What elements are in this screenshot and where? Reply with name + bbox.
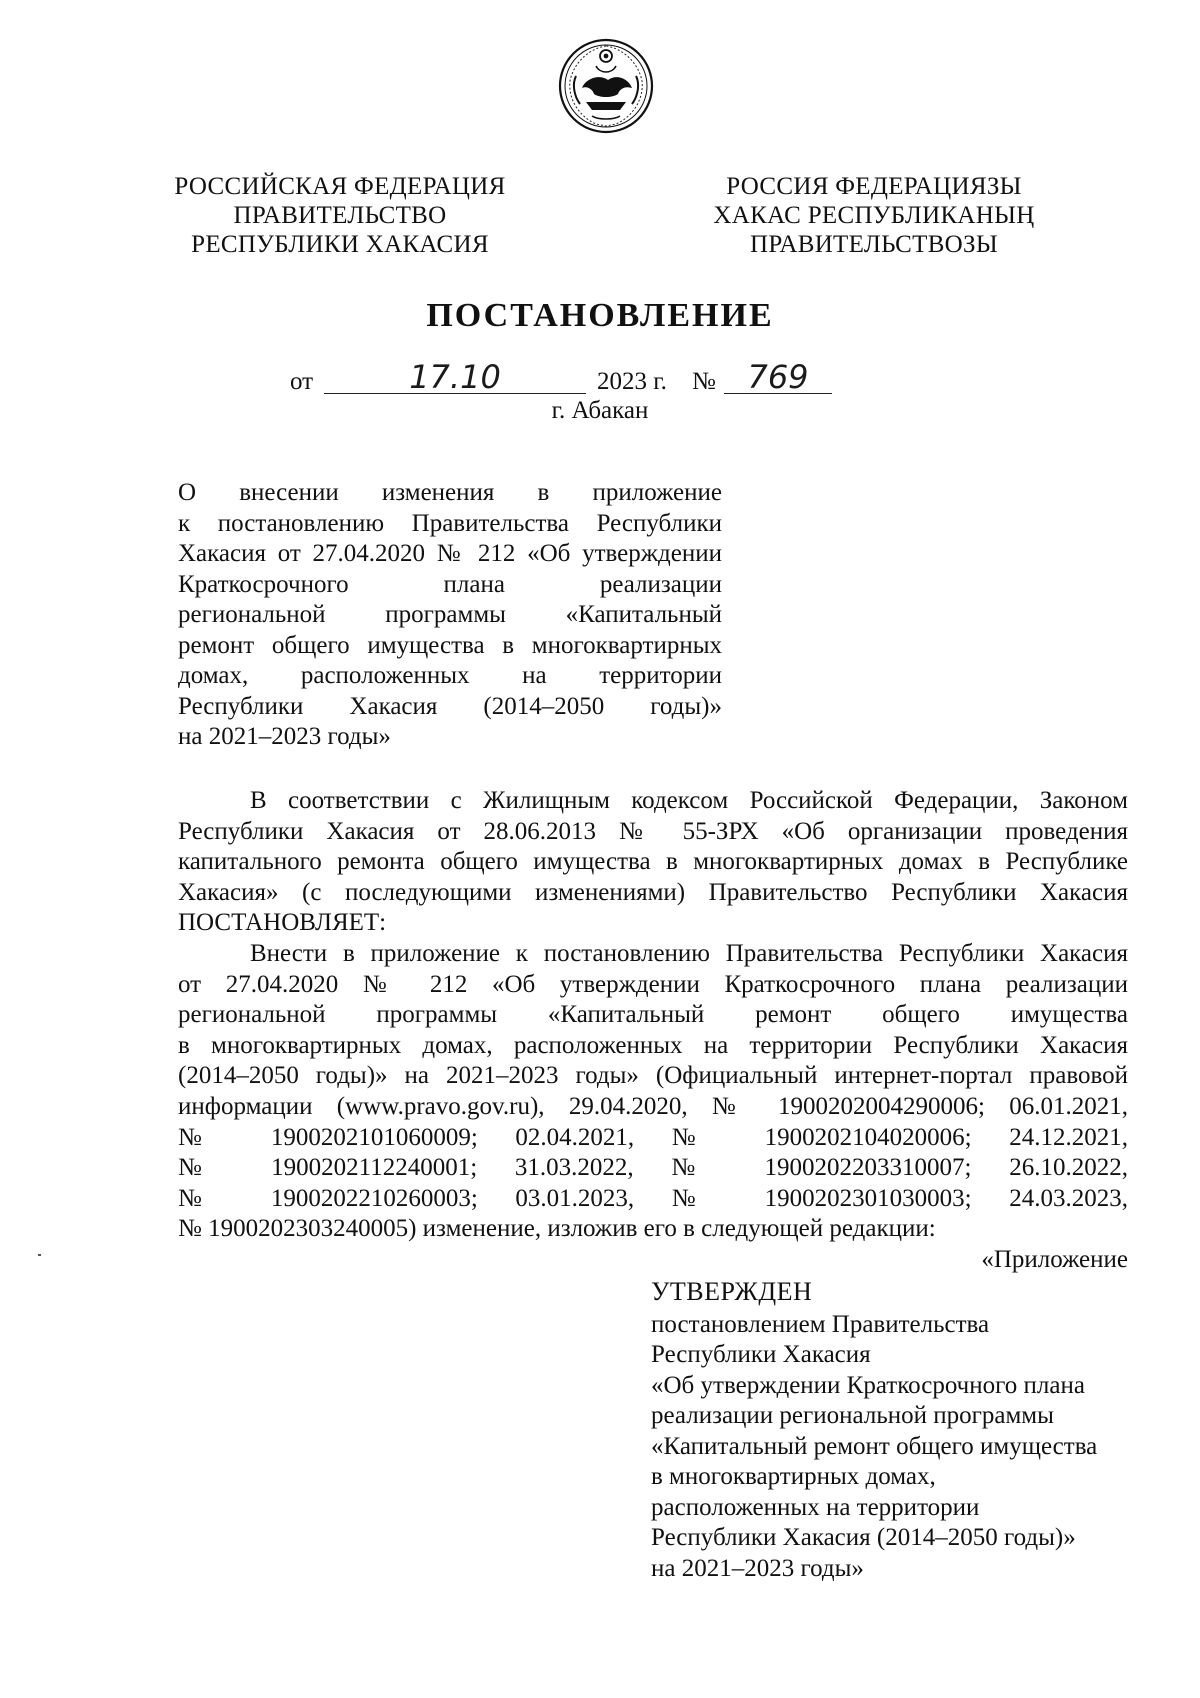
approval-line: реализации региональной программы bbox=[651, 1402, 1054, 1429]
body-line: капитального ремонта общего имущества в многоквартирных домах в Республике bbox=[178, 848, 1128, 876]
annex-label: «Приложение bbox=[981, 1246, 1128, 1273]
approval-line: в многоквартирных домах, bbox=[651, 1463, 936, 1490]
subject-line: ремонт общего имущества в многоквартирных bbox=[178, 631, 722, 659]
subject-line: к постановлению Правительства Республики bbox=[178, 509, 722, 537]
body-line: Внести в приложение к постановлению Правительства Республики Хакасия bbox=[250, 939, 1128, 967]
header-right-line-1: РОССИЯ ФЕДЕРАЦИЯЗЫ bbox=[726, 173, 1022, 200]
subject-line: Хакасия от 27.04.2020 № 212 «Об утверждении bbox=[178, 540, 722, 567]
header-left-line-1: РОССИЙСКАЯ ФЕДЕРАЦИЯ bbox=[174, 173, 506, 200]
header-right-line-2: ХАКАС РЕСПУБЛИКАНЫҢ bbox=[713, 202, 1035, 229]
subject-line: Республики Хакасия (2014–2050 годы)» bbox=[178, 692, 722, 720]
scan-speck bbox=[38, 1254, 41, 1256]
approval-line: на 2021–2023 годы» bbox=[651, 1554, 864, 1582]
subject-line: на 2021–2023 годы» bbox=[178, 723, 391, 750]
body-line: информации (www.pravo.gov.ru), 29.04.2020, № 1900202004290006; 06.01.2021, bbox=[178, 1092, 1128, 1120]
header-left-line-3: РЕСПУБЛИКИ ХАКАСИЯ bbox=[191, 231, 489, 258]
document-subject bbox=[178, 478, 722, 753]
body-line: региональной программы «Капитальный ремонт общего имущества bbox=[178, 1001, 1128, 1029]
body-line: Республики Хакасия от 28.06.2013 № 55-ЗРХ «Об организации проведения bbox=[178, 817, 1128, 845]
body-line: от 27.04.2020 № 212 «Об утверждении Краткосрочного плана реализации bbox=[178, 970, 1128, 998]
handwritten-date: 17.10 bbox=[324, 360, 586, 394]
subject-line: региональной программы «Капитальный bbox=[178, 601, 722, 628]
body-line: в многоквартирных домах, расположенных на территории Республики Хакасия bbox=[178, 1031, 1128, 1059]
body-line: Хакасия» (с последующими изменениями) Правительство Республики Хакасия bbox=[178, 878, 1128, 906]
body-line: № 1900202303240005) изменение, изложив его в следующей редакции: bbox=[178, 1215, 936, 1243]
approval-line: Республики Хакасия (2014–2050 годы)» bbox=[651, 1524, 1076, 1551]
body-line: № 1900202101060009; 02.04.2021, № 1900202104020006; 24.12.2021, bbox=[178, 1123, 1128, 1151]
date-prefix: от bbox=[290, 368, 314, 395]
subject-line: О внесении изменения в приложение bbox=[178, 479, 722, 506]
city-name: г. Абакан bbox=[551, 397, 649, 424]
header-left-block bbox=[170, 172, 510, 259]
header-right-line-3: ПРАВИТЕЛЬСТВОЗЫ bbox=[750, 231, 998, 258]
approval-line: «Об утверждении Краткосрочного плана bbox=[651, 1371, 1085, 1399]
handwritten-number: 769 bbox=[724, 360, 832, 394]
approval-line: Республики Хакасия bbox=[651, 1341, 871, 1368]
approval-line: постановлением Правительства bbox=[651, 1310, 990, 1338]
coat-of-arms-emblem bbox=[556, 36, 656, 136]
body-line: (2014–2050 годы)» на 2021–2023 годы» (Официальный интернет-портал правовой bbox=[178, 1062, 1128, 1090]
document-type-title: ПОСТАНОВЛЕНИЕ bbox=[426, 297, 774, 334]
body-line: ПОСТАНОВЛЯЕТ: bbox=[178, 909, 387, 937]
approval-block bbox=[651, 1277, 1141, 1584]
header-right-block bbox=[704, 172, 1044, 259]
body-line: В соответствии с Жилищным кодексом Российской Федерации, Законом bbox=[250, 787, 1128, 814]
approval-line: «Капитальный ремонт общего имущества bbox=[651, 1432, 1098, 1460]
approval-line: расположенных на территории bbox=[651, 1493, 980, 1521]
approval-heading: УТВЕРЖДЕН bbox=[651, 1277, 813, 1306]
number-sign: № bbox=[692, 368, 716, 395]
subject-line: Краткосрочного плана реализации bbox=[178, 570, 722, 598]
date-year: 2023 г. bbox=[597, 368, 667, 395]
body-line: № 1900202112240001; 31.03.2022, № 1900202203310007; 26.10.2022, bbox=[178, 1154, 1128, 1182]
body-line: № 1900202210260003; 03.01.2023, № 1900202301030003; 24.03.2023, bbox=[178, 1184, 1128, 1212]
subject-line: домах, расположенных на территории bbox=[178, 662, 722, 689]
header-left-line-2: ПРАВИТЕЛЬСТВО bbox=[233, 202, 447, 229]
document-body bbox=[178, 786, 1128, 1245]
